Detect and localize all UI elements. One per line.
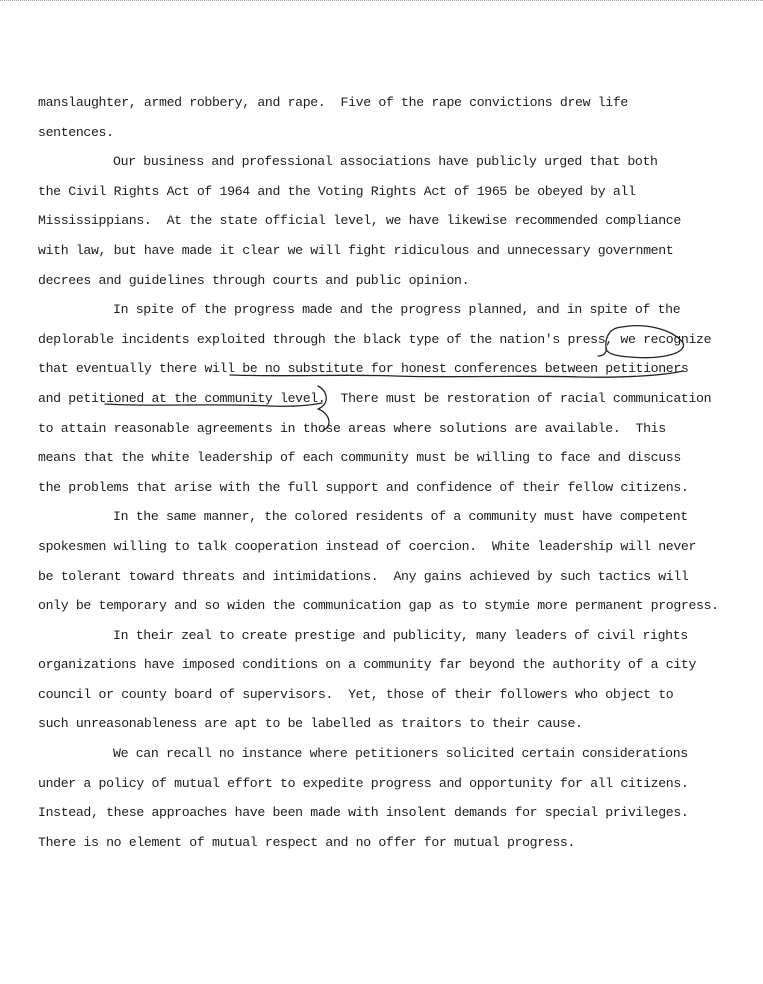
text-line: and petitioned at the community level. There must be restoration of racial communication [38,390,712,406]
text-line: organizations have imposed conditions on a community far beyond the authority of a city [38,657,697,673]
text-line: means that the white leadership of each community must be willing to face and discuss [38,450,681,466]
paragraph-3 [38,295,758,502]
text-line: that eventually there will be no substitute for honest conferences between petitioners [38,361,689,377]
paragraph-4 [38,502,758,620]
paragraph-6 [38,739,758,857]
text-line: only be temporary and so widen the communication gap as to stymie more permanent progress. [38,598,719,614]
text-line: under a policy of mutual effort to expedite progress and opportunity for all citizens. [38,775,689,791]
text-line: such unreasonableness are apt to be labelled as traitors to their cause. [38,716,583,732]
text-line: In spite of the progress made and the progress planned, and in spite of the [113,302,681,318]
text-line: We can recall no instance where petitioners solicited certain considerations [113,746,688,762]
text-line: council or county board of supervisors. Yet, those of their followers who object to [38,686,674,702]
page-edge-divider [0,0,763,1]
text-line: be tolerant toward threats and intimidations. Any gains achieved by such tactics will [38,568,689,584]
typed-page [38,88,758,857]
text-line: There is no element of mutual respect and no offer for mutual progress. [38,834,576,850]
text-line: to attain reasonable agreements in those areas where solutions are available. This [38,420,666,436]
text-line: with law, but have made it clear we will fight ridiculous and unnecessary government [38,242,674,258]
text-line: Instead, these approaches have been made with insolent demands for special privileges. [38,805,689,821]
text-line: the Civil Rights Act of 1964 and the Voting Rights Act of 1965 be obeyed by all [38,183,636,199]
text-line: In their zeal to create prestige and publicity, many leaders of civil rights [113,627,688,643]
paragraph-5 [38,621,758,739]
text-line: Mississippians. At the state official level, we have likewise recommended compliance [38,213,681,229]
paragraph-2 [38,147,758,295]
text-line: sentences. [38,124,114,140]
paragraph-1 [38,88,758,147]
text-line: deplorable incidents exploited through the black type of the nation's press, we recognize [38,331,712,347]
text-line: Our business and professional associations have publicly urged that both [113,154,658,170]
text-line: decrees and guidelines through courts and public opinion. [38,272,470,288]
text-line: manslaughter, armed robbery, and rape. Five of the rape convictions drew life [38,95,628,110]
text-line: spokesmen willing to talk cooperation instead of coercion. White leadership will never [38,538,697,554]
text-line: the problems that arise with the full support and confidence of their fellow citizens. [38,479,689,495]
text-line: In the same manner, the colored residents of a community must have competent [113,509,688,525]
